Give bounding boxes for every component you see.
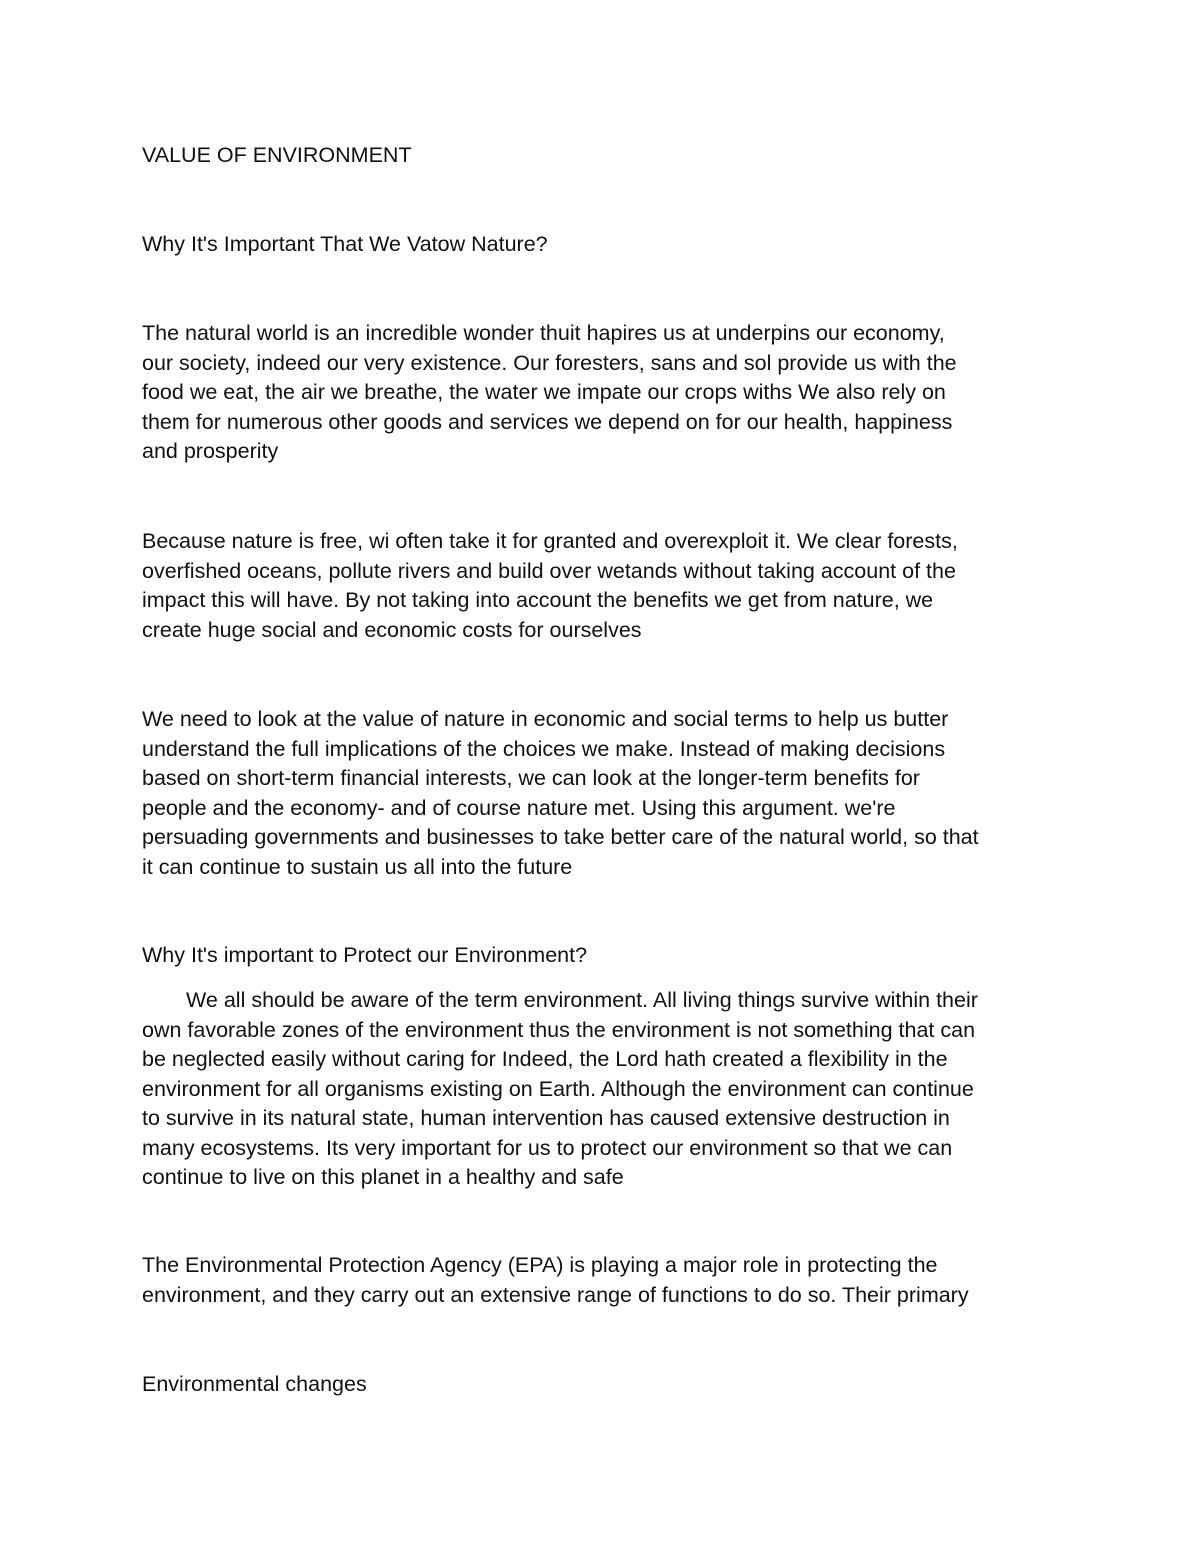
paragraph-line: The natural world is an incredible wonder thuit hapires us at underpins our economy,: [142, 321, 945, 345]
paragraph-value-of-nature: [142, 705, 979, 882]
paragraph-epa: [142, 1251, 969, 1310]
section-heading-text: Environmental changes: [142, 1372, 367, 1396]
paragraph-line: persuading governments and businesses to take better care of the natural world, so that: [142, 825, 979, 849]
paragraph-line: and prosperity: [142, 439, 279, 463]
paragraph-line: understand the full implications of the choices we make. Instead of making decisions: [142, 736, 946, 761]
paragraph-line: people and the economy- and of course nature met. Using this argument. we're: [142, 795, 896, 820]
paragraph-line: create huge social and economic costs for ourselves: [142, 617, 642, 642]
section-heading-protect-environment: [142, 941, 587, 971]
paragraph-line: our society, indeed our very existence. Our foresters, sans and sol provide us with the: [142, 350, 957, 375]
paragraph-line: to survive in its natural state, human intervention has caused extensive destruction in: [142, 1106, 950, 1130]
paragraph-line: based on short-term financial interests, we can look at the longer-term benefits for: [142, 766, 920, 790]
paragraph-line: The Environmental Protection Agency (EPA) is playing a major role in protecting the: [142, 1253, 938, 1277]
section-heading-text: Why It's important to Protect our Environment?: [142, 943, 588, 967]
paragraph-line: environment, and they carry out an extensive range of functions to do so. Their primary: [142, 1282, 969, 1307]
section-heading-text: Why It's Important That We Vatow Nature?: [142, 232, 548, 256]
paragraph-line: them for numerous other goods and services we depend on for our health, happiness: [142, 409, 953, 434]
paragraph-line: many ecosystems. Its very important for us to protect our environment so that we can: [142, 1135, 953, 1160]
paragraph-aware-environment: [142, 986, 978, 1193]
paragraph-line: environment for all organisms existing on Earth. Although the environment can continue: [142, 1076, 974, 1101]
paragraph-nature-free: [142, 527, 958, 645]
paragraph-natural-world: [142, 319, 957, 467]
paragraph-line: Because nature is free, wi often take it for granted and overexploit it. We clear forests,: [142, 529, 958, 553]
paragraph-line: We all should be aware of the term environment. All living things survive within their: [186, 988, 978, 1012]
paragraph-line: it can continue to sustain us all into the future: [142, 854, 573, 879]
paragraph-line: We need to look at the value of nature in economic and social terms to help us butter: [142, 707, 949, 731]
paragraph-line: impact this will have. By not taking into account the benefits we get from nature, we: [142, 588, 934, 612]
paragraph-line: be neglected easily without caring for Indeed, the Lord hath created a flexibility in the: [142, 1047, 948, 1071]
paragraph-line: food we eat, the air we breathe, the water we impate our crops withs We also rely on: [142, 380, 946, 404]
document-title-text: VALUE OF ENVIRONMENT: [142, 143, 412, 167]
paragraph-line: overfished oceans, pollute rivers and build over wetands without taking account of the: [142, 558, 956, 583]
paragraph-line: own favorable zones of the environment thus the environment is not something that can: [142, 1017, 976, 1042]
document-title: [142, 141, 412, 171]
paragraph-line: continue to live on this planet in a healthy and safe: [142, 1165, 624, 1189]
section-heading-value-nature: [142, 230, 548, 260]
section-heading-environmental-changes: [142, 1370, 367, 1400]
